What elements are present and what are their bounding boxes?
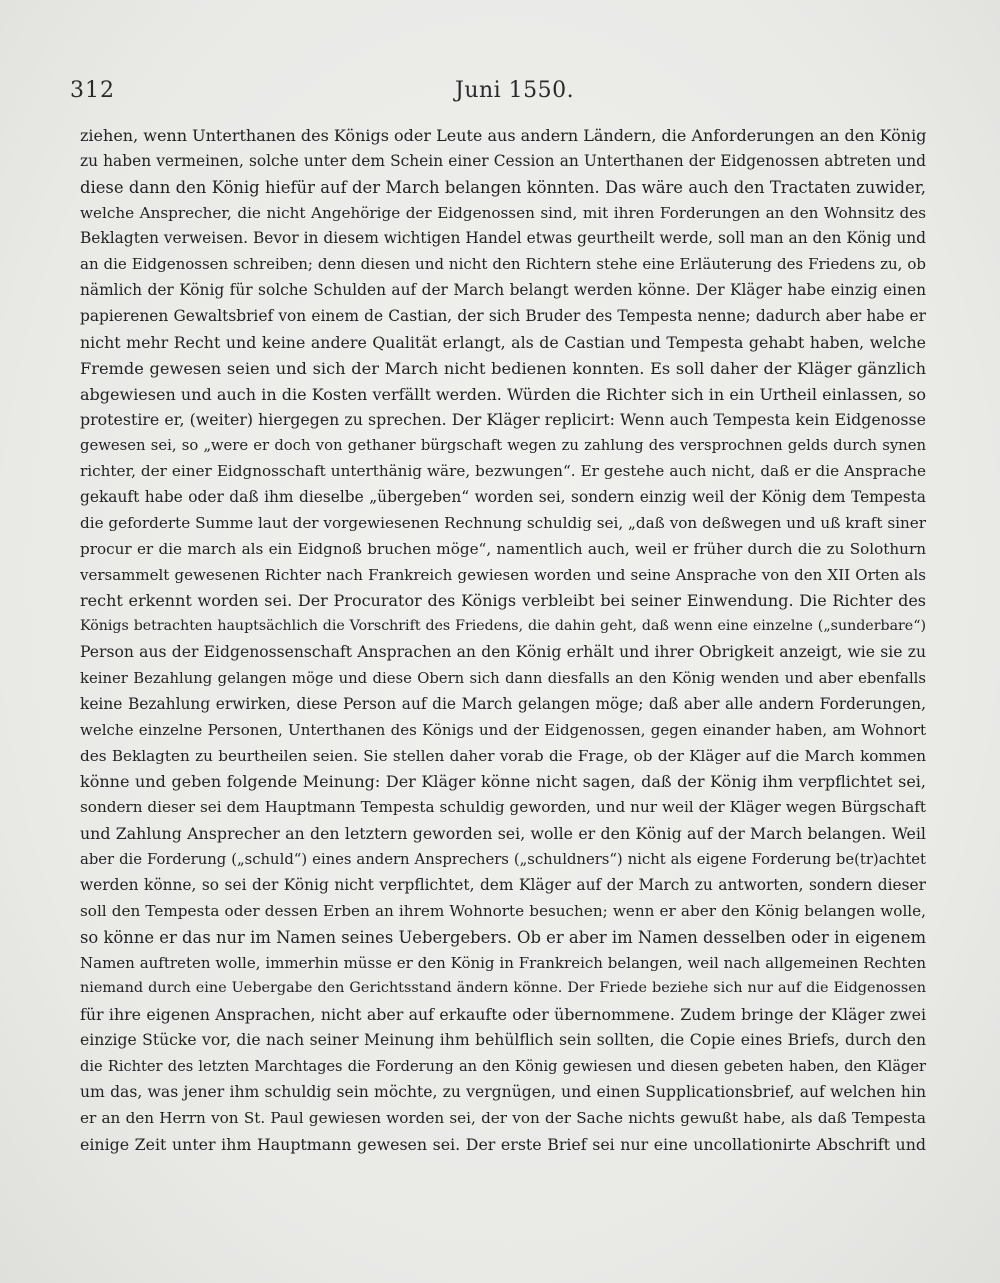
text-line: Beklagten verweisen. Bevor in diesem wichtigen Handel etwas geurtheilt werde, soll man an den König und: [80, 229, 926, 248]
text-line: so könne er das nur im Namen seines Uebergebers. Ob er aber im Namen desselben oder in eigenem: [80, 927, 926, 947]
text-line: zu haben vermeinen, solche unter dem Schein einer Cession an Unterthanen der Eidgenossen abtreten und: [80, 151, 926, 170]
text-line: einige Zeit unter ihm Hauptmann gewesen sei. Der erste Brief sei nur eine uncollationirte Abschrift und: [80, 1134, 926, 1154]
text-line: des Beklagten zu beurtheilen seien. Sie stellen daher vorab die Frage, ob der Kläger auf die March kommen: [80, 746, 926, 765]
text-line: einzige Stücke vor, die nach seiner Meinung ihm behülflich sein sollten, die Copie eines Briefs, durch den: [80, 1031, 926, 1050]
text-line: ziehen, wenn Unterthanen des Königs oder Leute aus andern Ländern, die Anforderungen an den König: [80, 126, 926, 145]
text-line: die Richter des letzten Marchtages die Forderung an den König gewiesen und diesen gebeten haben, den Kläger: [80, 1057, 926, 1075]
running-head: Juni 1550.: [455, 78, 575, 103]
text-line: aber die Forderung („schuld“) eines andern Ansprechers („schuldners“) nicht als eigene Forderung be(tr)achtet: [80, 851, 926, 869]
text-line: versammelt gewesenen Richter nach Frankreich gewiesen worden und seine Ansprache von den XII Orten als: [80, 565, 926, 584]
text-line: nämlich der König für solche Schulden auf der March belangt werden könne. Der Kläger habe einzig einen: [80, 281, 926, 300]
text-line: er an den Herrn von St. Paul gewiesen worden sei, der von der Sache nichts gewußt habe, als daß Tempesta: [80, 1108, 926, 1127]
text-line: abgewiesen und auch in die Kosten verfällt werden. Würden die Richter sich in ein Urtheil einlassen, so: [80, 384, 926, 404]
text-line: die geforderte Summe laut der vorgewiesenen Rechnung schuldig sei, „daß von deßwegen und uß kraft siner: [80, 513, 926, 532]
text-line: niemand durch eine Uebergabe den Gerichtsstand ändern könne. Der Friede beziehe sich nur auf die Eidgenossen: [80, 980, 926, 997]
text-line: Fremde gewesen seien und sich der March nicht bedienen konnten. Es soll daher der Kläger gänzlich: [80, 358, 926, 378]
text-line: keiner Bezahlung gelangen möge und diese Obern sich dann diesfalls an den König wenden und aber ebenfalls: [80, 670, 926, 688]
page-number: 312: [70, 78, 115, 103]
text-line: nicht mehr Recht und keine andere Qualität erlangt, als de Castian und Tempesta gehabt haben, welche: [80, 332, 926, 352]
text-line: welche einzelne Personen, Unterthanen des Königs und der Eidgenossen, gegen einander haben, am Wohnort: [80, 720, 926, 739]
text-line: recht erkennt worden sei. Der Procurator des Königs verbleibt bei seiner Einwendung. Die Richter des: [80, 591, 926, 611]
text-line: Namen auftreten wolle, immerhin müsse er den König in Frankreich belangen, weil nach allgemeinen Rechten: [80, 953, 926, 972]
text-line: richter, der einer Eidgnosschaft unterthänig wäre, bezwungen“. Er gestehe auch nicht, daß er die Ansprache: [80, 462, 926, 481]
text-line: diese dann den König hiefür auf der March belangen könnten. Das wäre auch den Tractaten zuwider,: [80, 177, 926, 197]
text-line: werden könne, so sei der König nicht verpflichtet, dem Kläger auf der March zu antworten, sondern dieser: [80, 875, 926, 894]
text-line: Person aus der Eidgenossenschaft Ansprachen an den König erhält und ihrer Obrigkeit anzeigt, wie sie zu: [80, 643, 926, 662]
text-line: an die Eidgenossen schreiben; denn diesen und nicht den Richtern stehe eine Erläuterung des Friedens zu, ob: [80, 255, 926, 274]
text-line: protestire er, (weiter) hiergegen zu sprechen. Der Kläger replicirt: Wenn auch Tempesta kein Eidgenosse: [80, 410, 926, 430]
text-line: für ihre eigenen Ansprachen, nicht aber auf erkaufte oder übernommene. Zudem bringe der Kläger zwei: [80, 1005, 926, 1025]
text-line: sondern dieser sei dem Hauptmann Tempesta schuldig geworden, und nur weil der Kläger wegen Bürgschaft: [80, 798, 926, 817]
text-line: gewesen sei, so „were er doch von gethaner bürgschaft wegen zu zahlung des versprochnen gelds durch synen: [80, 437, 926, 455]
body-text: [80, 123, 926, 1157]
page-header: [70, 78, 940, 108]
text-line: könne und geben folgende Meinung: Der Kläger könne nicht sagen, daß der König ihm verpflichtet sei,: [80, 772, 926, 792]
text-line: welche Ansprecher, die nicht Angehörige der Eidgenossen sind, mit ihren Forderungen an den Wohnsitz des: [80, 203, 926, 222]
text-line: procur er die march als ein Eidgnoß bruchen möge“, namentlich auch, weil er früher durch die zu Solothurn: [80, 539, 926, 558]
text-line: gekauft habe oder daß ihm dieselbe „übergeben“ worden sei, sondern einzig weil der König dem Tempesta: [80, 488, 926, 507]
text-line: um das, was jener ihm schuldig sein möchte, zu vergnügen, und einen Supplicationsbrief, auf welchen hin: [80, 1082, 926, 1101]
text-line: und Zahlung Ansprecher an den letztern geworden sei, wolle er den König auf der March belangen. Weil: [80, 824, 926, 844]
text-line: papierenen Gewaltsbrief von einem de Castian, der sich Bruder des Tempesta nenne; dadurch aber habe er: [80, 307, 926, 326]
text-line: keine Bezahlung erwirken, diese Person auf die March gelangen möge; daß aber alle andern Forderungen,: [80, 694, 926, 713]
text-line: Königs betrachten hauptsächlich die Vorschrift des Friedens, die dahin geht, daß wenn eine einzelne („sunderbare“): [80, 618, 926, 635]
text-line: soll den Tempesta oder dessen Erben an ihrem Wohnorte besuchen; wenn er aber den König belangen wolle,: [80, 901, 926, 920]
